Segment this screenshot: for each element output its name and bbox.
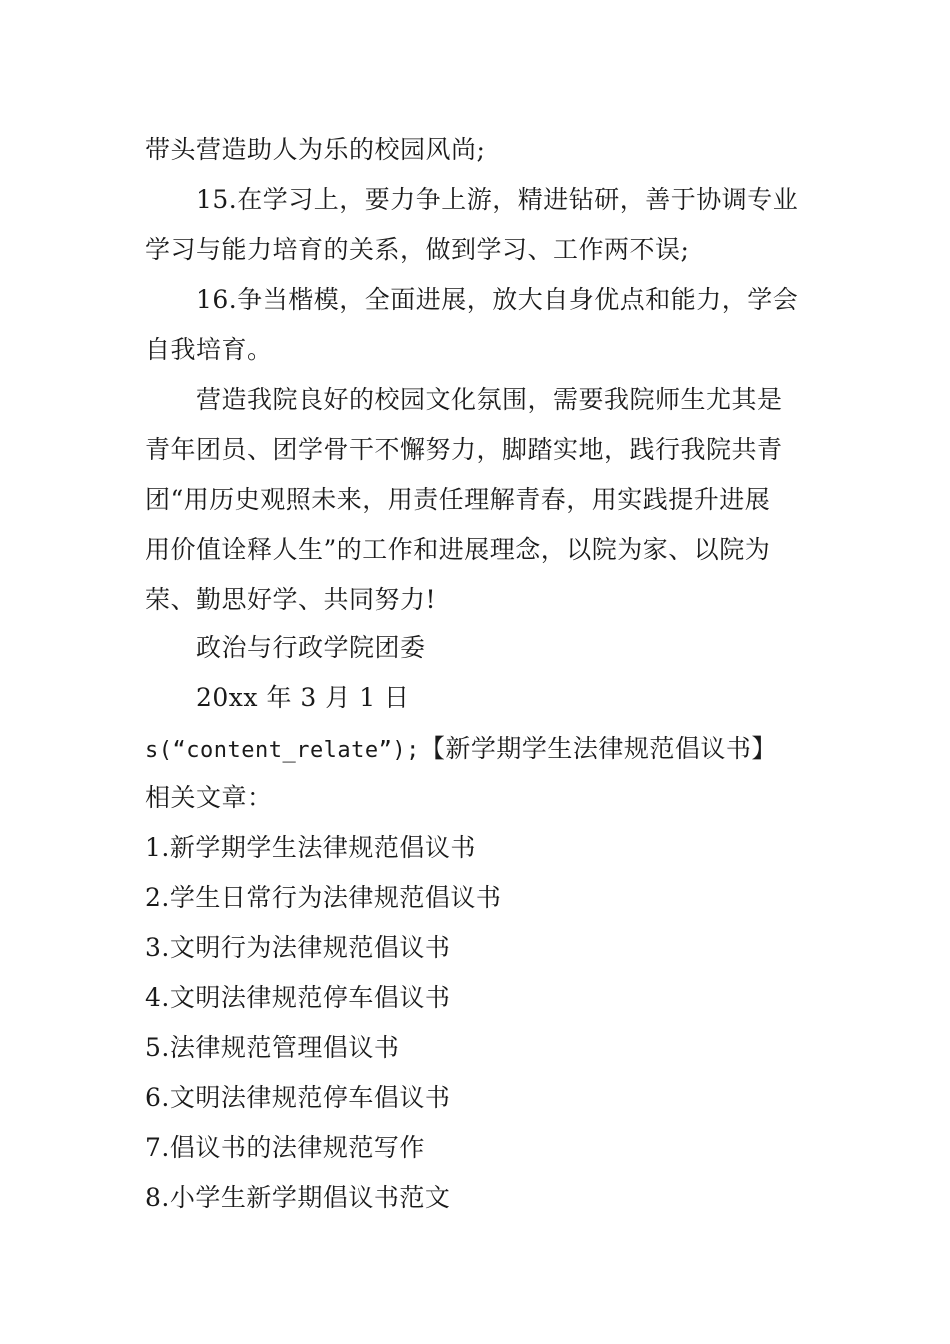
related-link-4[interactable]: 4.文明法律规范停车倡议书	[145, 983, 451, 1012]
body-line-2: 15.在学习上，要力争上游，精进钻研，善于协调专业	[196, 185, 799, 214]
related-link-3[interactable]: 3.文明行为法律规范倡议书	[145, 933, 451, 962]
related-link-2[interactable]: 2.学生日常行为法律规范倡议书	[145, 883, 502, 912]
body-line-1: 带头营造助人为乐的校园风尚;	[145, 135, 486, 164]
related-link-6[interactable]: 6.文明法律规范停车倡议书	[145, 1083, 451, 1112]
body-line-9: 用价值诠释人生”的工作和进展理念，以院为家、以院为	[145, 535, 771, 564]
signature-date: 20xx 年 3 月 1 日	[196, 683, 410, 712]
body-line-5: 自我培育。	[145, 335, 273, 364]
body-line-3: 学习与能力培育的关系，做到学习、工作两不误;	[145, 235, 690, 264]
related-link-5[interactable]: 5.法律规范管理倡议书	[145, 1033, 400, 1062]
related-link-1[interactable]: 1.新学期学生法律规范倡议书	[145, 833, 476, 862]
signature-org: 政治与行政学院团委	[196, 633, 426, 662]
related-title: 【新学期学生法律规范倡议书】	[419, 734, 777, 763]
related-header-line	[145, 734, 815, 766]
related-link-7[interactable]: 7.倡议书的法律规范写作	[145, 1133, 425, 1162]
body-line-7: 青年团员、团学骨干不懈努力，脚踏实地，践行我院共青	[145, 435, 783, 464]
body-line-10: 荣、勤思好学、共同努力!	[145, 585, 437, 614]
related-heading: 相关文章：	[145, 783, 273, 812]
related-code: s(“content_relate”);	[145, 738, 420, 763]
body-line-6: 营造我院良好的校园文化氛围，需要我院师生尤其是	[196, 385, 783, 414]
related-link-8[interactable]: 8.小学生新学期倡议书范文	[145, 1183, 451, 1212]
body-line-8: 团“用历史观照未来，用责任理解青春，用实践提升进展	[145, 485, 771, 514]
body-line-4: 16.争当楷模，全面进展，放大自身优点和能力，学会	[196, 285, 799, 314]
